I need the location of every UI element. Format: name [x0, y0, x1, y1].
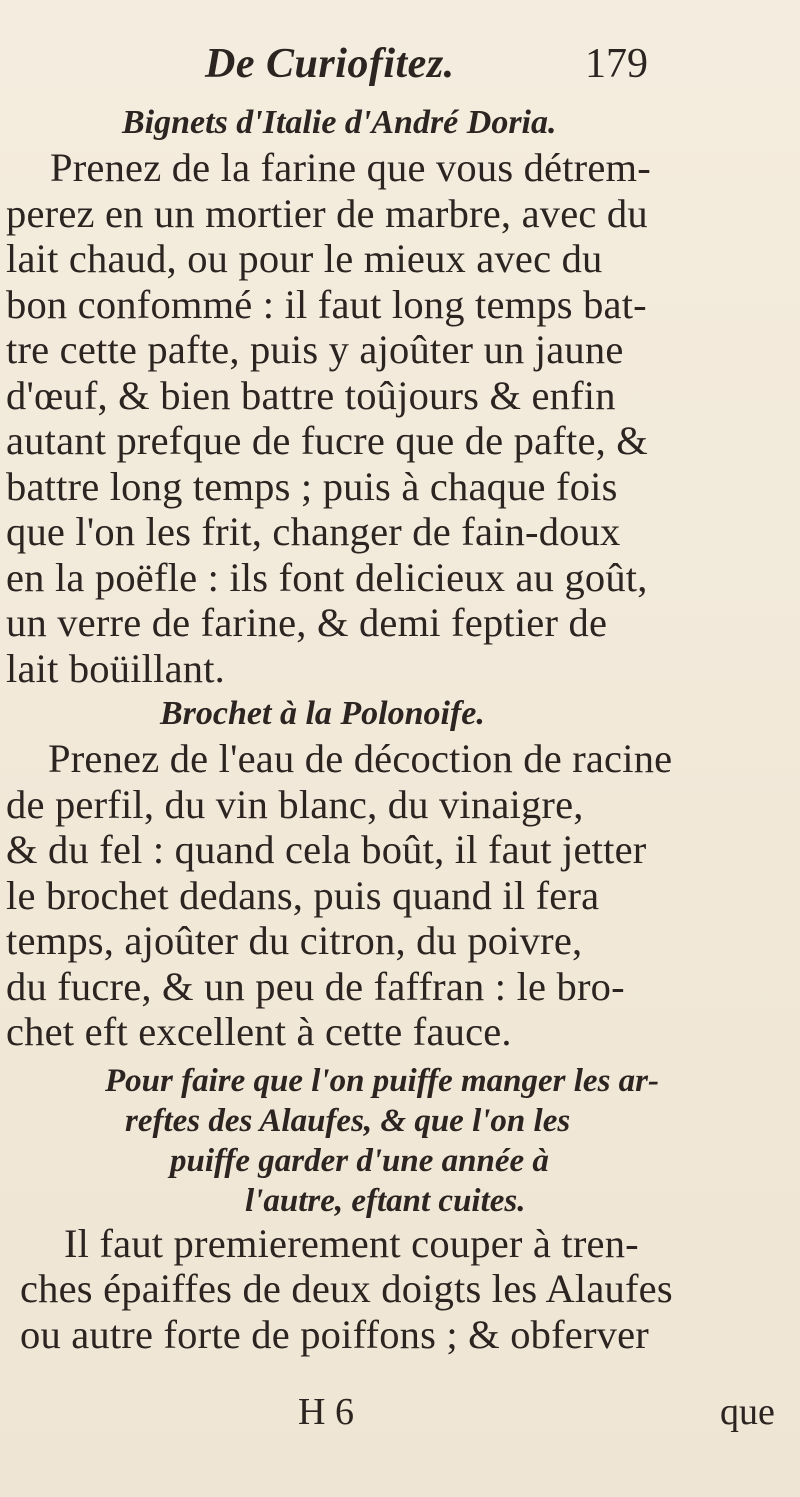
text-line: Prenez de l'eau de décoction de racine	[48, 736, 673, 781]
text-line: autant prefque de fucre que de pafte, &	[6, 418, 648, 463]
text-line: temps, ajoûter du citron, du poivre,	[6, 918, 583, 963]
recipe-heading-alaufes: reftes des Alaufes, & que l'on les	[125, 1102, 571, 1139]
text-line: tre cette pafte, puis y ajoûter un jaune	[6, 327, 624, 372]
signature-mark: H 6	[298, 1391, 354, 1433]
running-title: De Curiofitez.	[205, 41, 455, 87]
text-line: bon confommé : il faut long temps bat-	[6, 281, 647, 327]
text-line: Prenez de la farine que vous détrem-	[50, 145, 651, 190]
text-line: en la poëfle : ils font delicieux au goût,	[6, 554, 648, 600]
text-line: perez en un mortier de marbre, avec du	[6, 190, 648, 236]
text-line: le brochet dedans, puis quand il fera	[6, 872, 600, 918]
text-line: chet eft excellent à cette fauce.	[6, 1009, 512, 1054]
recipe-heading-bignets: Bignets d'Italie d'André Doria.	[122, 104, 557, 141]
page-header	[0, 40, 800, 100]
page-number: 179	[585, 41, 648, 87]
text-line: lait chaud, ou pour le mieux avec du	[6, 236, 603, 281]
text-line: Il faut premierement couper à tren-	[64, 1220, 639, 1266]
text-line: ou autre forte de poiffons ; & obferver	[20, 1311, 649, 1357]
text-line: & du fel : quand cela boût, il faut jetter	[6, 827, 647, 872]
text-line: du fucre, & un peu de faffran : le bro-	[6, 963, 625, 1009]
page-body	[0, 100, 800, 1357]
page-footer	[0, 1390, 800, 1440]
catchword: que	[720, 1391, 775, 1433]
recipe-heading-alaufes: puiffe garder d'une année à	[170, 1142, 549, 1179]
text-line: un verre de farine, & demi feptier de	[6, 600, 608, 645]
text-line: de perfil, du vin blanc, du vinaigre,	[6, 781, 584, 827]
text-line: lait boüillant.	[6, 645, 225, 691]
text-line: d'œuf, & bien battre toûjours & enfin	[6, 372, 616, 418]
recipe-heading-alaufes: l'autre, eftant cuites.	[245, 1182, 526, 1219]
recipe-heading-alaufes: Pour faire que l'on puiffe manger les ar-	[105, 1062, 659, 1099]
recipe-heading-brochet: Brochet à la Polonoife.	[160, 695, 485, 732]
text-line: ches épaiffes de deux doigts les Alaufes	[20, 1266, 673, 1311]
text-line: que l'on les frit, changer de fain-doux	[6, 509, 621, 554]
text-line: battre long temps ; puis à chaque fois	[6, 463, 618, 509]
